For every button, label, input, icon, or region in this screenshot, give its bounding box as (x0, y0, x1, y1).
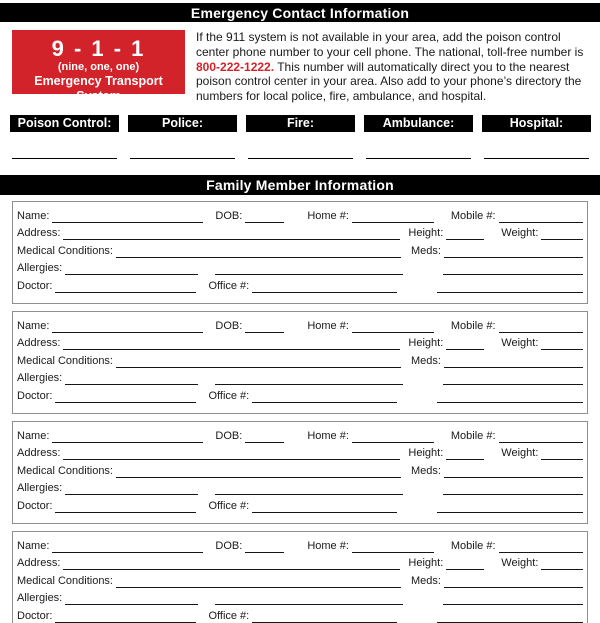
emergency-911-box (12, 30, 185, 103)
allergies-fill-line-2[interactable] (215, 483, 403, 495)
contact-label-ambulance: Ambulance: (364, 115, 473, 132)
contact-label-fire: Fire: (246, 115, 355, 132)
name-fill-line[interactable] (52, 431, 203, 443)
address-fill-line[interactable] (63, 558, 400, 570)
allergies-label: Allergies: (17, 592, 63, 605)
member-row-address (17, 553, 583, 571)
member-row-allergies (17, 368, 583, 386)
doctor-label: Doctor: (17, 279, 53, 292)
weight-fill-line[interactable] (541, 558, 583, 570)
meds-fill-line[interactable] (444, 246, 583, 258)
office-phone-fill-line[interactable] (252, 391, 397, 403)
dob-fill-line[interactable] (245, 431, 284, 443)
instructions-text-before: If the 911 system is not available in your area, add the poison control center phone number to your cell phone. The national, toll-free number is (196, 30, 584, 59)
instructions-text-after: This number will automatically direct you to the nearest poison control center in your area. Also add to your phone’s directory the numbers for local police, fire, ambulance, and hospital. (196, 59, 582, 104)
meds-fill-line-3[interactable] (437, 501, 583, 513)
weight-label: Weight: (501, 227, 539, 240)
allergies-fill-line-2[interactable] (215, 373, 403, 385)
allergies-fill-line[interactable] (65, 263, 198, 275)
address-fill-line[interactable] (63, 338, 400, 350)
weight-label: Weight: (501, 447, 539, 460)
poison-control-fill-line[interactable] (12, 157, 117, 159)
emergency-contacts-row (10, 115, 600, 132)
meds-fill-line[interactable] (444, 576, 583, 588)
medical-conditions-fill-line[interactable] (116, 576, 401, 588)
height-label: Height: (408, 227, 444, 240)
allergies-fill-line[interactable] (65, 593, 198, 605)
poison-control-instructions (196, 30, 588, 104)
medical-conditions-label: Medical Conditions: (17, 574, 113, 587)
name-fill-line[interactable] (52, 541, 203, 553)
home-phone-fill-line[interactable] (352, 431, 434, 443)
meds-fill-line-3[interactable] (437, 281, 583, 293)
contact-col-hospital (482, 115, 591, 132)
mobile-phone-fill-line[interactable] (499, 541, 583, 553)
contact-col-police (128, 115, 237, 132)
weight-fill-line[interactable] (541, 338, 583, 350)
height-fill-line[interactable] (446, 448, 484, 460)
weight-fill-line[interactable] (541, 228, 583, 240)
meds-fill-line-2[interactable] (443, 593, 583, 605)
poison-control-phone-number: 800-222-1222. (196, 59, 275, 74)
ambulance-fill-line[interactable] (366, 157, 471, 159)
weight-fill-line[interactable] (541, 448, 583, 460)
home-phone-fill-line[interactable] (352, 541, 434, 553)
dob-label: DOB: (215, 209, 243, 222)
member-row-medical (17, 570, 583, 588)
home-phone-label: Home #: (307, 209, 349, 222)
allergies-fill-line[interactable] (65, 373, 198, 385)
medical-conditions-fill-line[interactable] (116, 246, 401, 258)
name-fill-line[interactable] (52, 211, 203, 223)
meds-label: Meds: (411, 244, 441, 257)
allergies-fill-line-2[interactable] (215, 593, 403, 605)
member-row-address (17, 443, 583, 461)
dob-fill-line[interactable] (245, 321, 284, 333)
allergies-fill-line[interactable] (65, 483, 198, 495)
doctor-label: Doctor: (17, 389, 53, 402)
contact-col-fire (246, 115, 355, 132)
address-label: Address: (17, 557, 61, 570)
emergency-contact-header-title: Emergency Contact Information (190, 4, 410, 21)
meds-fill-line-3[interactable] (437, 391, 583, 403)
contact-label-police: Police: (128, 115, 237, 132)
doctor-fill-line[interactable] (55, 611, 196, 623)
medical-conditions-label: Medical Conditions: (17, 464, 113, 477)
member-row-address (17, 333, 583, 351)
member-row-name (17, 535, 583, 553)
911-phonetic: (nine, one, one) (57, 61, 140, 73)
family-member-card (12, 531, 588, 623)
doctor-fill-line[interactable] (55, 281, 196, 293)
contact-label-poison-control: Poison Control: (10, 115, 119, 132)
family-member-card (12, 421, 588, 524)
dob-fill-line[interactable] (245, 211, 284, 223)
meds-fill-line-2[interactable] (443, 373, 583, 385)
office-phone-fill-line[interactable] (252, 611, 397, 623)
office-phone-label: Office #: (208, 279, 250, 292)
allergies-label: Allergies: (17, 262, 63, 275)
doctor-label: Doctor: (17, 609, 53, 622)
mobile-phone-label: Mobile #: (450, 539, 496, 552)
meds-fill-line-2[interactable] (443, 263, 583, 275)
meds-label: Meds: (411, 354, 441, 367)
address-fill-line[interactable] (63, 228, 400, 240)
home-phone-label: Home #: (307, 319, 349, 332)
police-fill-line[interactable] (130, 157, 235, 159)
member-row-name (17, 425, 583, 443)
member-row-address (17, 223, 583, 241)
name-label: Name: (17, 319, 50, 332)
member-row-medical (17, 350, 583, 368)
meds-fill-line[interactable] (444, 356, 583, 368)
home-phone-fill-line[interactable] (352, 321, 434, 333)
address-label: Address: (17, 227, 61, 240)
height-label: Height: (408, 337, 444, 350)
office-phone-label: Office #: (208, 609, 250, 622)
fire-fill-line[interactable] (248, 157, 353, 159)
address-label: Address: (17, 447, 61, 460)
medical-conditions-label: Medical Conditions: (17, 354, 113, 367)
family-member-card (12, 311, 588, 414)
member-row-doctor (17, 495, 583, 513)
member-row-doctor (17, 385, 583, 403)
mobile-phone-fill-line[interactable] (499, 211, 583, 223)
height-label: Height: (408, 447, 444, 460)
medical-conditions-label: Medical Conditions: (17, 244, 113, 257)
home-phone-fill-line[interactable] (352, 211, 434, 223)
weight-label: Weight: (501, 557, 539, 570)
dob-label: DOB: (215, 319, 243, 332)
911-transport-system-label: Emergency Transport System (34, 74, 163, 103)
mobile-phone-label: Mobile #: (450, 319, 496, 332)
name-label: Name: (17, 429, 50, 442)
member-row-allergies (17, 478, 583, 496)
medical-conditions-fill-line[interactable] (116, 466, 401, 478)
height-fill-line[interactable] (446, 338, 484, 350)
family-member-header-title: Family Member Information (206, 176, 394, 193)
contact-col-ambulance (364, 115, 473, 132)
weight-label: Weight: (501, 337, 539, 350)
family-members-section (0, 201, 600, 623)
meds-label: Meds: (411, 574, 441, 587)
member-row-doctor (17, 275, 583, 293)
medical-conditions-fill-line[interactable] (116, 356, 401, 368)
contact-label-hospital: Hospital: (482, 115, 591, 132)
dob-label: DOB: (215, 429, 243, 442)
emergency-contacts-fill-lines (10, 157, 600, 159)
member-row-medical (17, 240, 583, 258)
allergies-fill-line-2[interactable] (215, 263, 403, 275)
meds-fill-line-2[interactable] (443, 483, 583, 495)
office-phone-label: Office #: (208, 499, 250, 512)
doctor-fill-line[interactable] (55, 391, 196, 403)
dob-label: DOB: (215, 539, 243, 552)
mobile-phone-fill-line[interactable] (499, 321, 583, 333)
doctor-fill-line[interactable] (55, 501, 196, 513)
height-label: Height: (408, 557, 444, 570)
family-member-header (0, 175, 600, 195)
mobile-phone-fill-line[interactable] (499, 431, 583, 443)
home-phone-label: Home #: (307, 539, 349, 552)
emergency-contact-header (0, 3, 600, 22)
member-row-name (17, 315, 583, 333)
911-number: 9 - 1 - 1 (51, 36, 146, 61)
contact-col-poison-control (10, 115, 119, 132)
member-row-allergies (17, 588, 583, 606)
office-phone-label: Office #: (208, 389, 250, 402)
meds-fill-line-3[interactable] (437, 611, 583, 623)
office-phone-fill-line[interactable] (252, 281, 397, 293)
office-phone-fill-line[interactable] (252, 501, 397, 513)
member-row-medical (17, 460, 583, 478)
name-label: Name: (17, 539, 50, 552)
height-fill-line[interactable] (446, 228, 484, 240)
allergies-label: Allergies: (17, 372, 63, 385)
name-fill-line[interactable] (52, 321, 203, 333)
section-911 (12, 30, 588, 104)
height-fill-line[interactable] (446, 558, 484, 570)
address-fill-line[interactable] (63, 448, 400, 460)
member-row-doctor (17, 605, 583, 623)
doctor-label: Doctor: (17, 499, 53, 512)
mobile-phone-label: Mobile #: (450, 429, 496, 442)
hospital-fill-line[interactable] (484, 157, 589, 159)
name-label: Name: (17, 209, 50, 222)
member-row-name (17, 205, 583, 223)
meds-fill-line[interactable] (444, 466, 583, 478)
member-row-allergies (17, 258, 583, 276)
meds-label: Meds: (411, 464, 441, 477)
address-label: Address: (17, 337, 61, 350)
family-member-card (12, 201, 588, 304)
dob-fill-line[interactable] (245, 541, 284, 553)
mobile-phone-label: Mobile #: (450, 209, 496, 222)
allergies-label: Allergies: (17, 482, 63, 495)
home-phone-label: Home #: (307, 429, 349, 442)
